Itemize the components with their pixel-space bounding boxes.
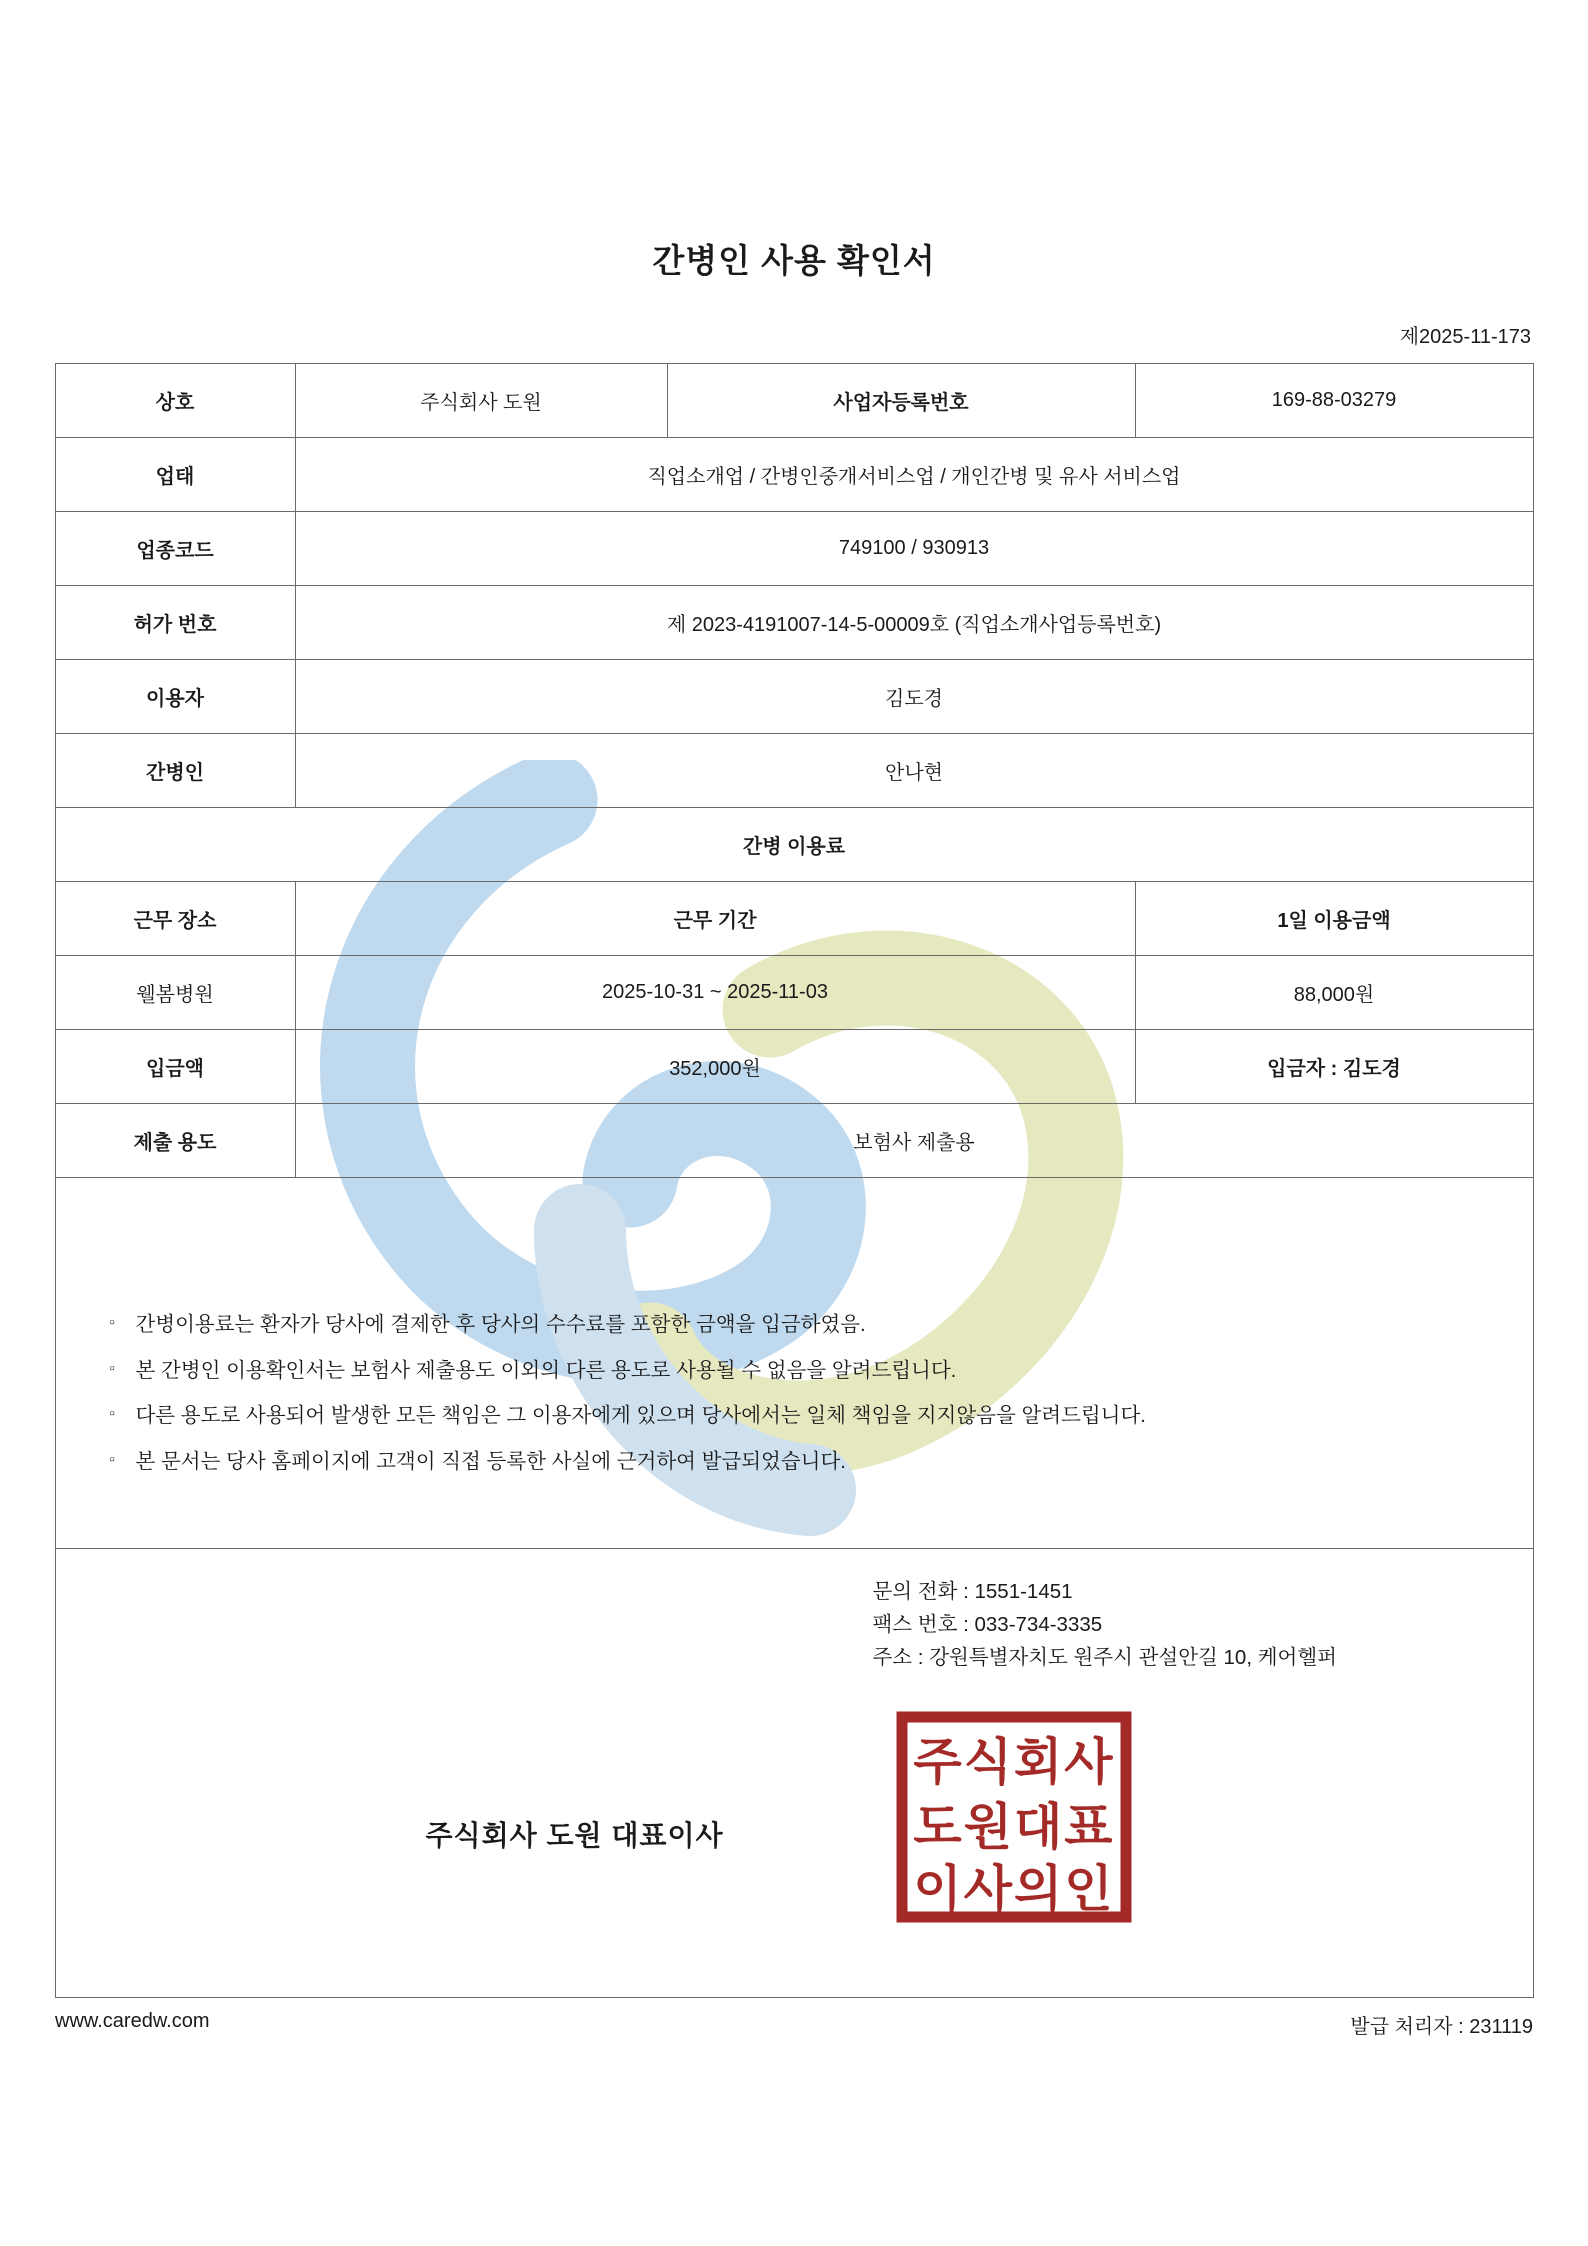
table-row — [55, 734, 1533, 808]
note-item: ▫ 본 간병인 이용확인서는 보험사 제출용도 이외의 다른 용도로 사용될 수 없음을 알려드립니다. — [108, 1361, 1533, 1382]
purpose-value: 보험사 제출용 — [295, 1104, 1533, 1178]
page-title: 간병인 사용 확인서 — [652, 242, 936, 279]
license-number-value: 제 2023-4191007-14-5-00009호 (직업소개사업등록번호) — [295, 586, 1533, 660]
table-row — [55, 1178, 1533, 1549]
business-number-label: 사업자등록번호 — [667, 364, 1135, 438]
website-url: www.caredw.com — [55, 2010, 210, 2032]
work-period-value: 2025-10-31 ~ 2025-11-03 — [295, 956, 1135, 1030]
table-row — [55, 808, 1533, 882]
contact-address: 주소 : 강원특별자치도 원주시 관설안길 10, 케어헬퍼 — [872, 1646, 1337, 1670]
depositor-value: 입금자 : 김도경 — [1135, 1030, 1533, 1104]
contact-phone: 문의 전화 : 1551-1451 — [872, 1580, 1073, 1603]
table-row — [55, 956, 1533, 1030]
business-type-value: 직업소개업 / 간병인중개서비스업 / 개인간병 및 유사 서비스업 — [295, 438, 1533, 512]
deposit-label: 입금액 — [55, 1030, 295, 1104]
table-row — [55, 586, 1533, 660]
industry-code-label: 업종코드 — [55, 512, 295, 586]
note-item: ▫ 다른 용도로 사용되어 발생한 모든 책임은 그 이용자에게 있으며 당사에서는 일체 책임을 지지않음을 알려드립니다. — [108, 1406, 1533, 1427]
signature-line: 주식회사 도원 대표이사 — [425, 1820, 724, 1851]
table-row — [55, 660, 1533, 734]
daily-fee-value: 88,000원 — [1135, 956, 1533, 1030]
page-footer — [55, 2010, 1533, 2039]
user-label: 이용자 — [55, 660, 295, 734]
table-row — [55, 364, 1533, 438]
document-number: 제2025-11-173 — [1399, 326, 1531, 348]
contact-fax: 팩스 번호 : 033-734-3335 — [872, 1613, 1103, 1637]
signature-section — [55, 1549, 1533, 1998]
table-row — [55, 438, 1533, 512]
table-row — [55, 512, 1533, 586]
company-seal-stamp — [896, 1711, 1132, 1923]
deposit-value: 352,000원 — [295, 1030, 1135, 1104]
license-number-label: 허가 번호 — [55, 586, 295, 660]
table-row — [55, 1104, 1533, 1178]
purpose-label: 제출 용도 — [55, 1104, 295, 1178]
table-row — [55, 1030, 1533, 1104]
note-item: ▫ 본 문서는 당사 홈페이지에 고객이 직접 등록한 사실에 근거하여 발급되었습니다. — [108, 1452, 1533, 1473]
company-name-value: 주식회사 도원 — [295, 364, 667, 438]
table-row — [55, 1549, 1533, 1998]
contact-block — [873, 1575, 1513, 1675]
work-place-value: 웰봄병원 — [55, 956, 295, 1030]
table-row — [55, 882, 1533, 956]
industry-code-value: 749100 / 930913 — [295, 512, 1533, 586]
caregiver-label: 간병인 — [55, 734, 295, 808]
certificate-table — [55, 363, 1534, 1998]
business-number-value: 169-88-03279 — [1135, 364, 1533, 438]
work-period-header: 근무 기간 — [295, 882, 1135, 956]
svg-text:도원대표: 도원대표 — [912, 1799, 1115, 1855]
company-name-label: 상호 — [55, 364, 295, 438]
issuer-info: 발급 처리자 : 231119 — [1350, 2016, 1533, 2038]
fee-section-title: 간병 이용료 — [55, 808, 1533, 882]
svg-text:주식회사: 주식회사 — [912, 1734, 1115, 1790]
daily-fee-header: 1일 이용금액 — [1135, 882, 1533, 956]
caregiver-value: 안나현 — [295, 734, 1533, 808]
notes-section — [55, 1178, 1533, 1549]
user-value: 김도경 — [295, 660, 1533, 734]
svg-text:이사의인: 이사의인 — [912, 1861, 1115, 1917]
note-item: ▫ 간병이용료는 환자가 당사에 결제한 후 당사의 수수료를 포함한 금액을 입금하였음. — [108, 1315, 1533, 1336]
business-type-label: 업태 — [55, 438, 295, 512]
work-place-header: 근무 장소 — [55, 882, 295, 956]
